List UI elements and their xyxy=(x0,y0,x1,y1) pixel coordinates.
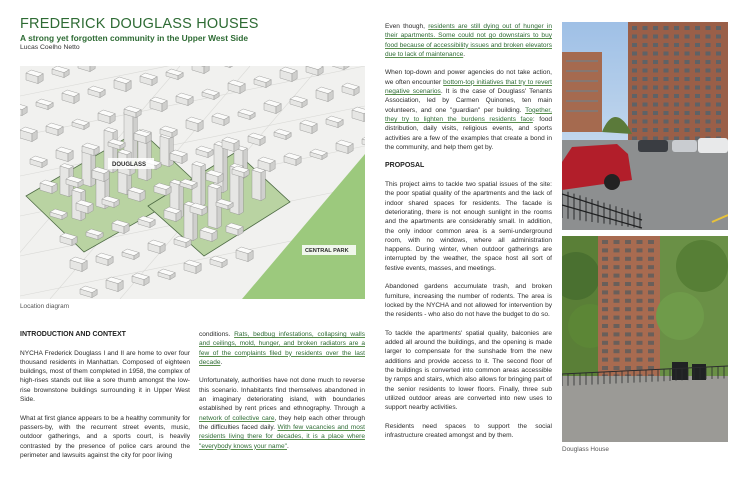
text-run: . xyxy=(286,442,289,450)
page-title: FREDERICK DOUGLASS HOUSES xyxy=(20,16,259,32)
proposal-paragraph-1: This project aims to tackle two spatial issues of the site: the poor spatial quality of the apartments and the lack of indoor shared spaces for residents. The facade is deteriorating, there is not enough sunlight in the rooms and the apartments are considerably small. In addition, the only indoor common area is a semi-underground room, with no windows, where all administration happens. During winter, when outdoor gatherings are interrupted by the weather, the space host all sort of festive events, masses, and meetings. xyxy=(385,181,552,272)
column-context xyxy=(199,330,365,460)
intro-paragraph-2: What at first glance appears to be a healthy community for passers-by, with the recurrent street events, music, outdoor gatherings, and a sports court, is heavily contrasted by the presence of police cars around the perimeter and lawsuits against the city for poor living xyxy=(20,414,190,459)
text-run: : food distribution, daily visits, religious events, and sports activities are a few of the examples that create a bond in the community, and help them get by. xyxy=(385,115,552,151)
highlight-hunger: residents are still dying out of hunger in their apartments. Some could not go downstairs to buy food because of accessibility issues and broken elevators due to lack of maintenance xyxy=(385,23,552,58)
text-run: When top-down and power agencies do not take action, we often encounter xyxy=(385,69,552,86)
map-label-douglass: DOUGLASS xyxy=(112,162,147,168)
photo-parking-lot xyxy=(562,22,728,230)
page-subtitle: A strong yet forgotten community in the Upper West Side xyxy=(20,33,249,43)
proposal-paragraph-4: Residents need spaces to support the social infrastructure created amongst and by them. xyxy=(385,422,552,440)
initiatives-paragraph xyxy=(385,68,552,152)
context-paragraph-1 xyxy=(199,330,365,367)
highlight-vacancies: With few vacancies and most residents living there for decades, it is a place where "everybody knows your name" xyxy=(199,423,365,450)
intro-heading: INTRODUCTION AND CONTEXT xyxy=(20,331,126,338)
text-run: , they help each other through the difficulties faced daily. xyxy=(199,414,365,431)
column-proposal xyxy=(385,22,552,450)
text-run: Even though, xyxy=(385,23,429,30)
proposal-heading: PROPOSAL xyxy=(385,162,425,170)
tower-block xyxy=(252,168,265,201)
photo-caption: Douglass House xyxy=(562,446,609,453)
tower-block xyxy=(160,134,173,167)
context-paragraph-2 xyxy=(199,376,365,450)
text-run: . xyxy=(220,358,223,366)
text-run: . It is the case of Douglass' Tenants Association, led by Carmen Quinones, ten main volunteers, and one "guardian" per building. xyxy=(385,88,552,114)
hunger-paragraph xyxy=(385,22,552,59)
author-name: Lucas Coelho Netto xyxy=(20,44,80,51)
proposal-paragraph-2: Abandoned gardens accumulate trash, and broken furniture, increasing the number of rodents. The area is locked by the NYCHA and not allowed for intervention by the residents - who also do not have the budget to do so. xyxy=(385,283,552,319)
courtyard-pavement xyxy=(562,376,728,442)
highlight-bottom-top: bottom-top initiatives that try to revert negative scenarios xyxy=(385,78,552,96)
text-run: conditions. xyxy=(199,331,235,338)
location-diagram xyxy=(20,66,365,299)
photo-courtyard xyxy=(562,236,728,442)
text-run: . xyxy=(463,50,466,58)
highlight-collective-care: network of collective care xyxy=(199,414,275,422)
text-run: Unfortunately, authorities have not done much to reverse this scenario. Inhabitants find themselves abandoned in an imaginary deteriorating island, with boundaries established by rent prices and ethnography. Through a xyxy=(199,377,365,413)
map-caption: Location diagram xyxy=(20,303,70,310)
highlight-complaints: Rats, bedbug infestations, collapsing walls and ceilings, mold, hunger, and broken radiators are a few of the complaints filed by residents over the last decade xyxy=(199,331,365,366)
column-intro xyxy=(20,330,190,469)
map-label-central-park: CENTRAL PARK xyxy=(305,248,349,254)
proposal-paragraph-3: To tackle the apartments' spatial quality, balconies are added all around the buildings, and the opening is made larger to compensate for the sunshade from the new additions and provide access to it. The second floor of the buildings is converted into common areas accessible by ramps and stairs, which also allows for bringing part of the senior residents to lower floors. Finally, three sub utilized outdoor areas are converted into new uses to support nearby activities. xyxy=(385,329,552,412)
highlight-together: Together, they try to lighten the burdens residents face xyxy=(385,106,552,123)
intro-paragraph-1: NYCHA Frederick Douglass I and II are home to over four thousand residents in Manhattan. Composed of eighteen buildings, most of them completed in 1958, the complex of high-rises stands out like a sore thumb amongst the low-rise brownstone buildings surrounding it in Upper West Side. xyxy=(20,349,190,404)
